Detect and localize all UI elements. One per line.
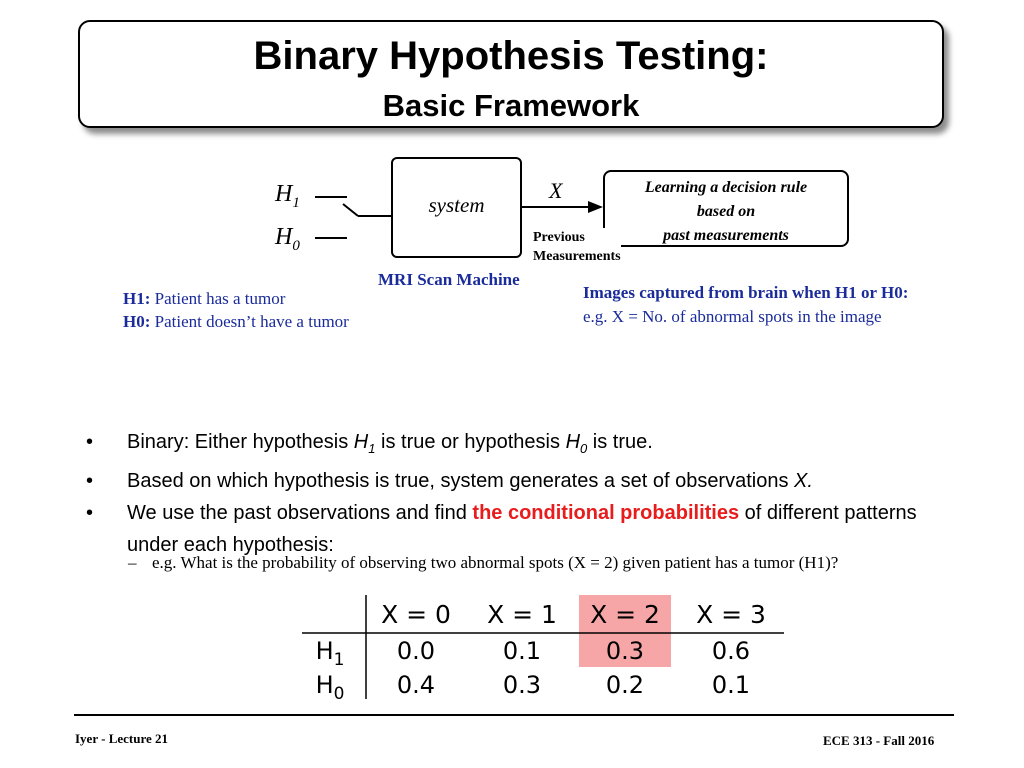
rule-line: Learning a decision rule — [644, 179, 808, 196]
h0-diagram-label: $H_0$ — [275, 224, 300, 254]
rule-line: past measurements — [663, 227, 789, 244]
bullet-item: • We use the past observations and find the conditional probabilities of different patterns under each hypothesis: — [86, 497, 946, 561]
footer-rule — [74, 714, 954, 716]
table-cell: 0.3 — [605, 637, 645, 665]
h1-diagram-label: $H_1$ — [275, 181, 300, 211]
table-cell: 0.1 — [502, 637, 542, 665]
hypothesis-definitions — [123, 287, 349, 333]
bullet-dot: • — [86, 470, 94, 492]
mri-scan-label: MRI Scan Machine — [378, 270, 520, 289]
bullet-item: • Binary: Either hypothesis $H_1$ is true or hypothesis $H_0$ is true. — [86, 426, 946, 465]
images-description — [583, 281, 908, 329]
table-header-cell: X = 2 — [590, 600, 660, 629]
row-label-h0: $H_0$ — [315, 671, 345, 704]
footer-course: ECE 313 - Fall 2016 — [823, 733, 935, 748]
bullet-dot: • — [86, 502, 94, 524]
footer-lecture: Iyer - Lecture 21 — [75, 731, 169, 746]
bullet-item: • Based on which hypothesis is true, system generates a set of observations X. — [86, 465, 946, 497]
slide-subtitle: Basic Framework — [382, 88, 640, 123]
slide-title: Binary Hypothesis Testing: — [253, 34, 769, 78]
images-heading: Images captured from brain when H1 or H0: — [583, 283, 909, 302]
probability-table-svg — [302, 595, 784, 705]
table-cell: 0.4 — [396, 671, 436, 699]
bullet-dot: • — [86, 431, 94, 453]
h0-definition: H0: Patient doesn’t have a tumor — [123, 312, 349, 331]
table-cell: 0.1 — [711, 671, 751, 699]
output-arrowhead — [588, 201, 603, 213]
switch-blade — [343, 204, 358, 216]
table-header-cell: X = 3 — [696, 600, 766, 629]
prev-meas-line: Measurements — [533, 249, 621, 264]
output-x-label: X — [549, 178, 563, 203]
sub-bullet-dash: – — [128, 553, 137, 572]
images-example: e.g. X = No. of abnormal spots in the image — [583, 307, 882, 326]
bullet-list — [86, 426, 946, 561]
table-cell: 0.2 — [605, 671, 645, 699]
table-cell: 0.0 — [396, 637, 436, 665]
h1-definition: H1: Patient has a tumor — [123, 289, 286, 308]
row-label-h1: $H_1$ — [315, 637, 345, 670]
prev-meas-line: Previous — [533, 230, 585, 245]
decision-rule-box — [603, 170, 849, 247]
table-cell: 0.3 — [502, 671, 542, 699]
previous-measurements-label — [533, 228, 621, 266]
table-header-cell: X = 1 — [487, 600, 557, 629]
table-header-cell: X = 0 — [381, 600, 451, 629]
rule-line: based on — [696, 203, 756, 220]
table-cell: 0.6 — [711, 637, 751, 665]
sub-bullet-example: – e.g. What is the probability of observing two abnormal spots (X = 2) given patient has a tumor (H1)? — [128, 550, 940, 575]
system-label: system — [428, 193, 485, 217]
probability-table — [302, 595, 784, 710]
